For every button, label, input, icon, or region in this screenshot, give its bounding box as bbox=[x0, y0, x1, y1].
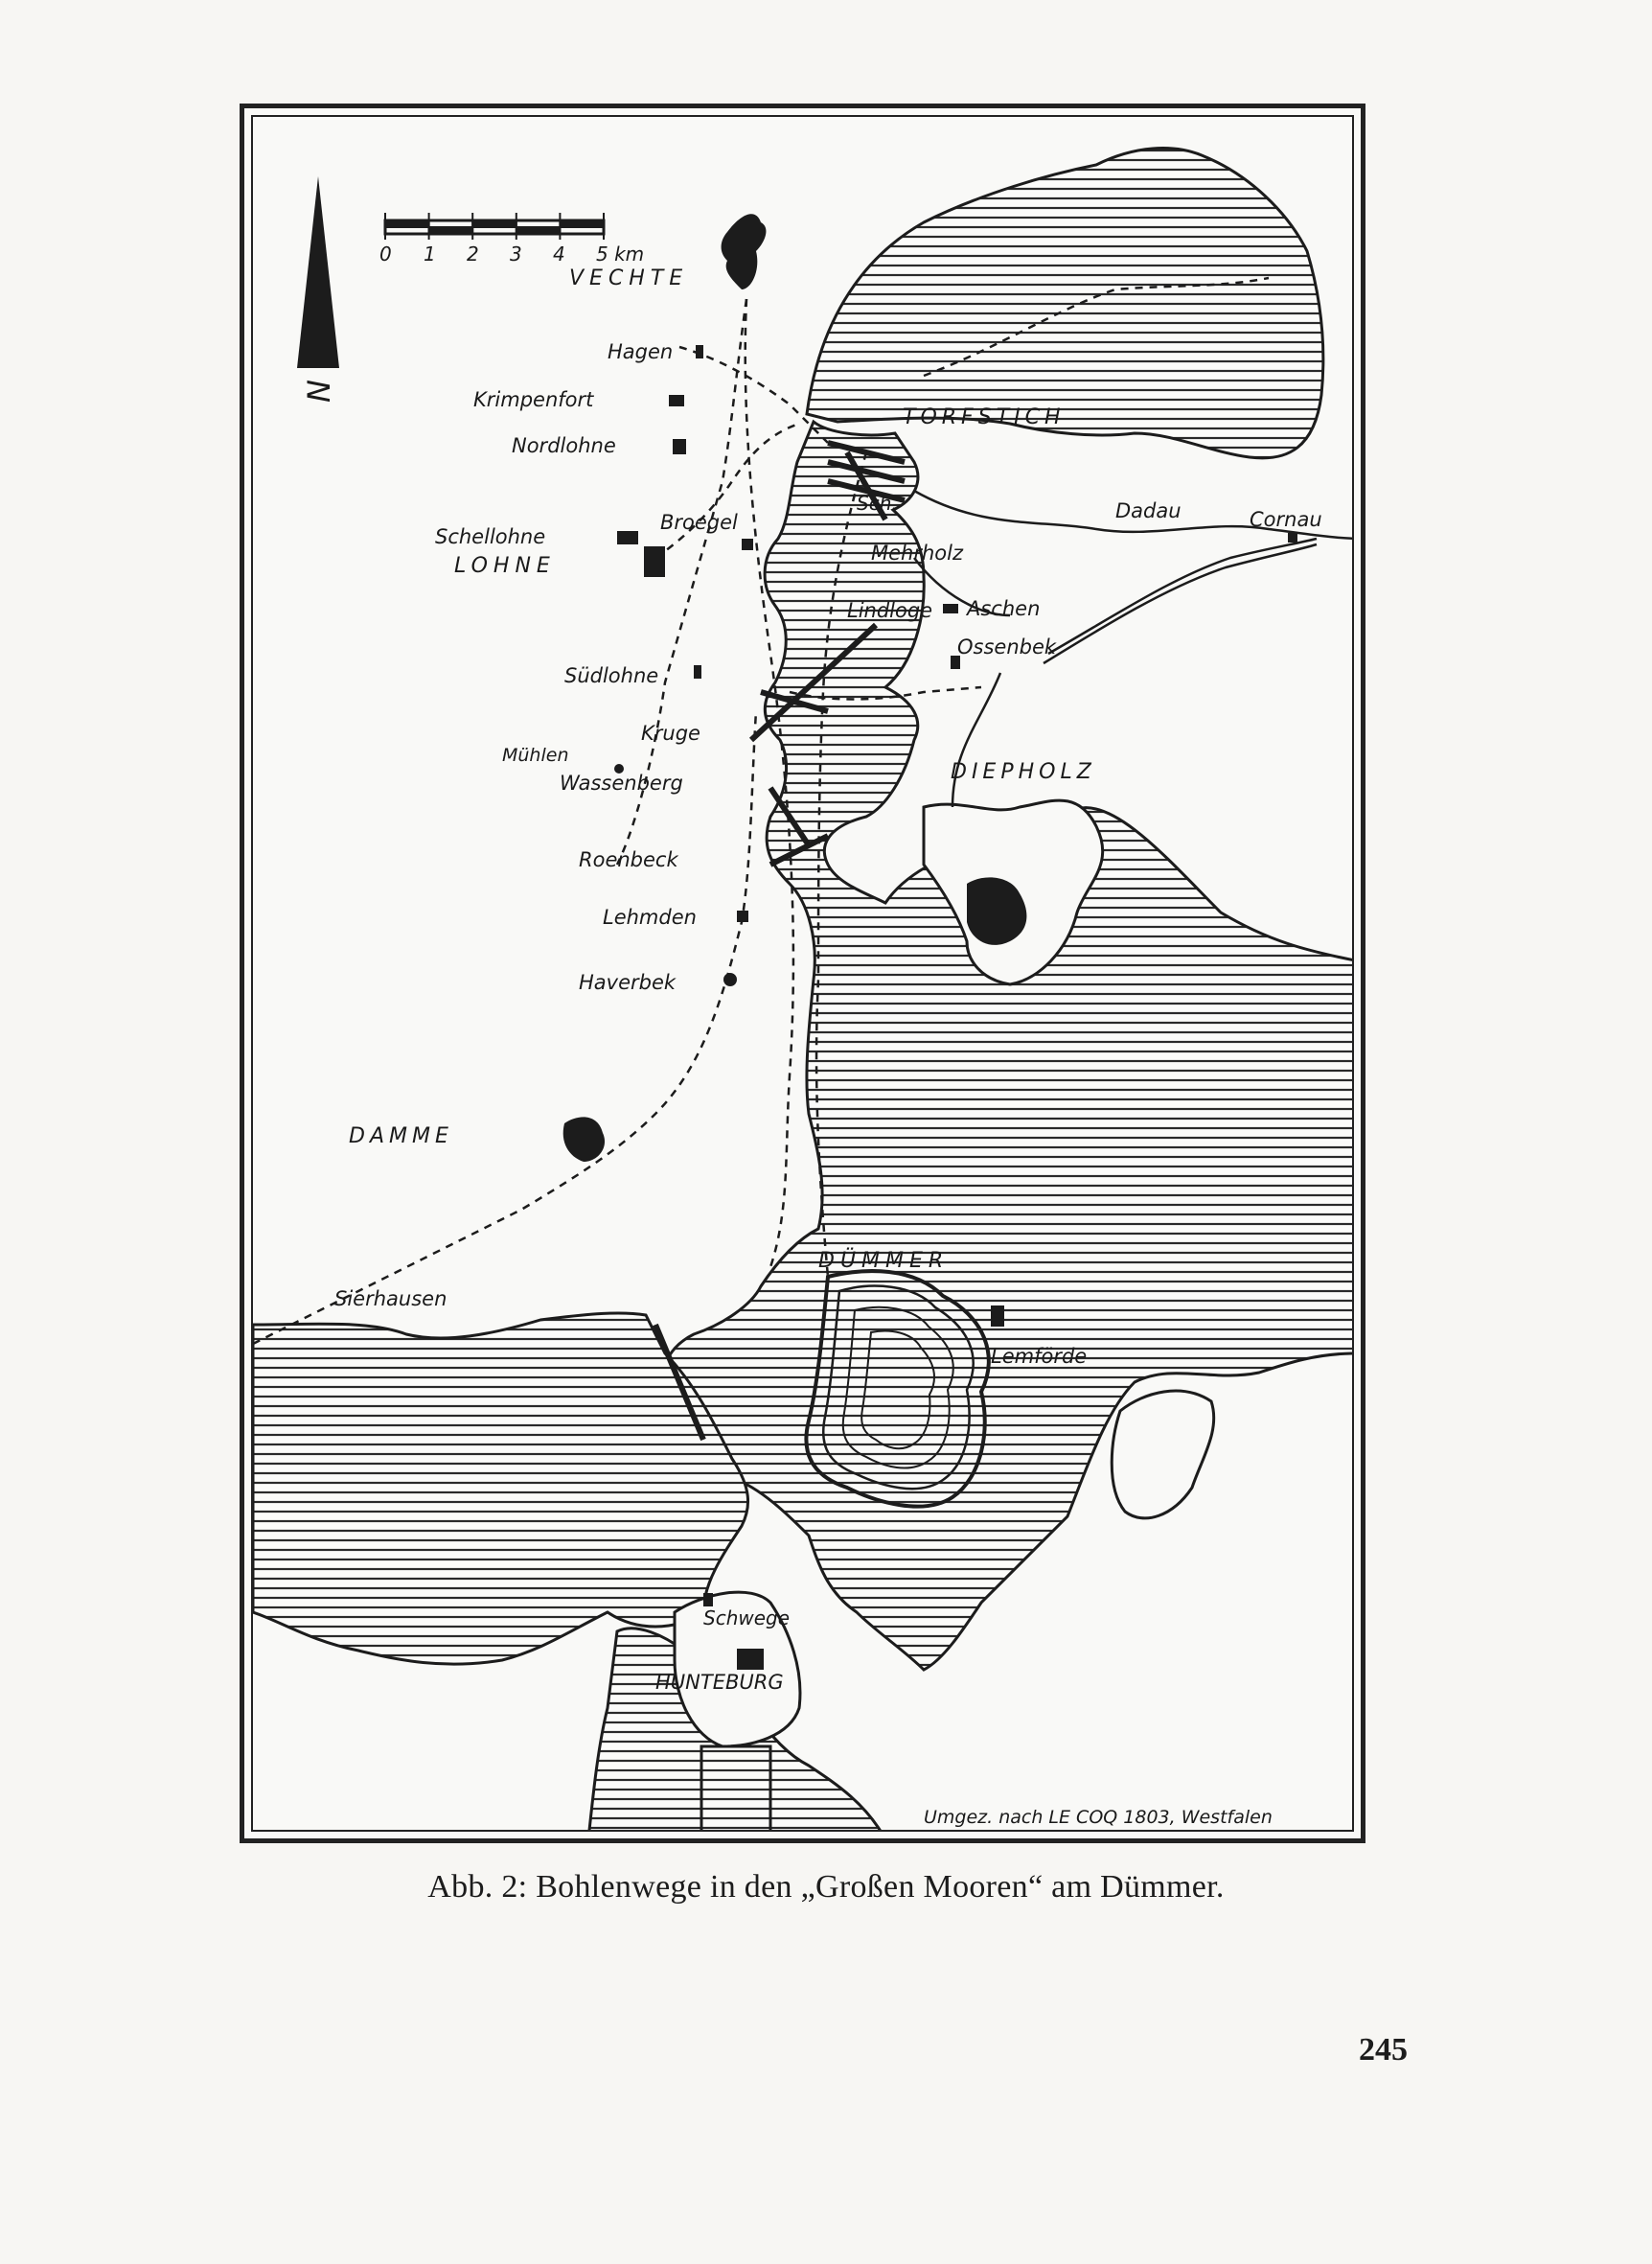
settlement-cornau bbox=[1288, 533, 1297, 543]
settlement-aschen bbox=[943, 604, 958, 613]
map-inner-frame bbox=[251, 115, 1354, 1832]
label-nordlohne: Nordlohne bbox=[512, 434, 616, 457]
label-mehrholz: Mehrholz bbox=[871, 542, 963, 565]
label-haverbek: Haverbek bbox=[579, 971, 677, 994]
label-diepholz: DIEPHOLZ bbox=[951, 760, 1096, 784]
scale-tick-0: 0 bbox=[379, 243, 392, 266]
settlement-haverbek bbox=[723, 973, 737, 986]
clearing-east bbox=[1112, 1391, 1213, 1518]
scale-segment bbox=[516, 227, 561, 234]
label-broegel: Broegel bbox=[660, 511, 738, 534]
label-aschen: Aschen bbox=[967, 597, 1041, 620]
moor-area-bottom-strip bbox=[701, 1746, 770, 1832]
label-suedlohne: Südlohne bbox=[564, 664, 659, 687]
settlement-lehmden bbox=[737, 911, 748, 922]
label-krimpenfort: Krimpenfort bbox=[473, 388, 594, 411]
label-hunteburg: HUNTEBURG bbox=[655, 1671, 784, 1694]
settlement-suedlohne bbox=[694, 665, 701, 679]
label-roenbeck: Roenbeck bbox=[579, 848, 678, 871]
label-ossenbek: Ossenbek bbox=[957, 635, 1057, 658]
settlement-vechte bbox=[722, 214, 767, 289]
settlement-schellohne bbox=[617, 531, 638, 544]
scale-tick-2: 2 bbox=[467, 243, 479, 266]
label-muehlen: Mühlen bbox=[502, 745, 569, 766]
label-dadau: Dadau bbox=[1115, 499, 1182, 522]
label-schellohne: Schellohne bbox=[435, 525, 546, 548]
scale-tick-3: 3 bbox=[510, 243, 522, 266]
source-note: Umgez. nach LE COQ 1803, Westfalen bbox=[924, 1807, 1273, 1828]
label-hagen: Hagen bbox=[608, 340, 674, 363]
figure-caption: Abb. 2: Bohlenwege in den „Großen Mooren“ am Dümmer. bbox=[427, 1869, 1225, 1905]
settlement-damme bbox=[563, 1117, 605, 1162]
scale-segment bbox=[429, 227, 473, 234]
label-vechte: VECHTE bbox=[569, 266, 689, 290]
scale-segment bbox=[385, 220, 429, 227]
settlement-schwege bbox=[703, 1593, 713, 1606]
north-arrow bbox=[297, 176, 339, 403]
scale-tick-labels bbox=[379, 243, 644, 266]
label-cornau: Cornau bbox=[1250, 508, 1322, 531]
scale-segment bbox=[560, 220, 604, 227]
label-sierhausen: Sierhausen bbox=[334, 1287, 447, 1310]
settlement-broegel bbox=[742, 539, 753, 550]
label-sch: Sch. bbox=[857, 492, 898, 515]
label-wassenberg: Wassenberg bbox=[560, 772, 683, 795]
settlement-lohne bbox=[644, 546, 665, 577]
page-number: 245 bbox=[1359, 2032, 1408, 2068]
label-torfstich: TORFSTICH bbox=[903, 405, 1066, 429]
label-damme: DAMME bbox=[349, 1124, 453, 1148]
settlement-hunteburg bbox=[737, 1649, 764, 1670]
scale-tick-5: 5 km bbox=[596, 243, 645, 266]
map-frame bbox=[240, 104, 1365, 1843]
scale-tick-1: 1 bbox=[424, 243, 436, 266]
label-lehmden: Lehmden bbox=[603, 906, 697, 929]
label-kruge: Kruge bbox=[641, 722, 700, 745]
scale-bar bbox=[385, 213, 604, 240]
label-duemmer: DÜMMER bbox=[818, 1249, 950, 1273]
scale-tick-4: 4 bbox=[553, 243, 565, 266]
scale-segment bbox=[472, 220, 516, 227]
settlement-hagen bbox=[696, 345, 703, 358]
settlement-krimpenfort bbox=[669, 395, 684, 406]
settlement-lemfoerde bbox=[991, 1305, 1004, 1327]
settlement-nordlohne bbox=[673, 439, 686, 454]
moor-map bbox=[253, 117, 1354, 1832]
label-schwege: Schwege bbox=[703, 1606, 791, 1629]
label-lohne: LOHNE bbox=[454, 554, 556, 578]
north-label: N bbox=[301, 380, 337, 403]
label-lindloge: Lindloge bbox=[847, 599, 933, 622]
label-lemfoerde: Lemförde bbox=[991, 1345, 1088, 1368]
